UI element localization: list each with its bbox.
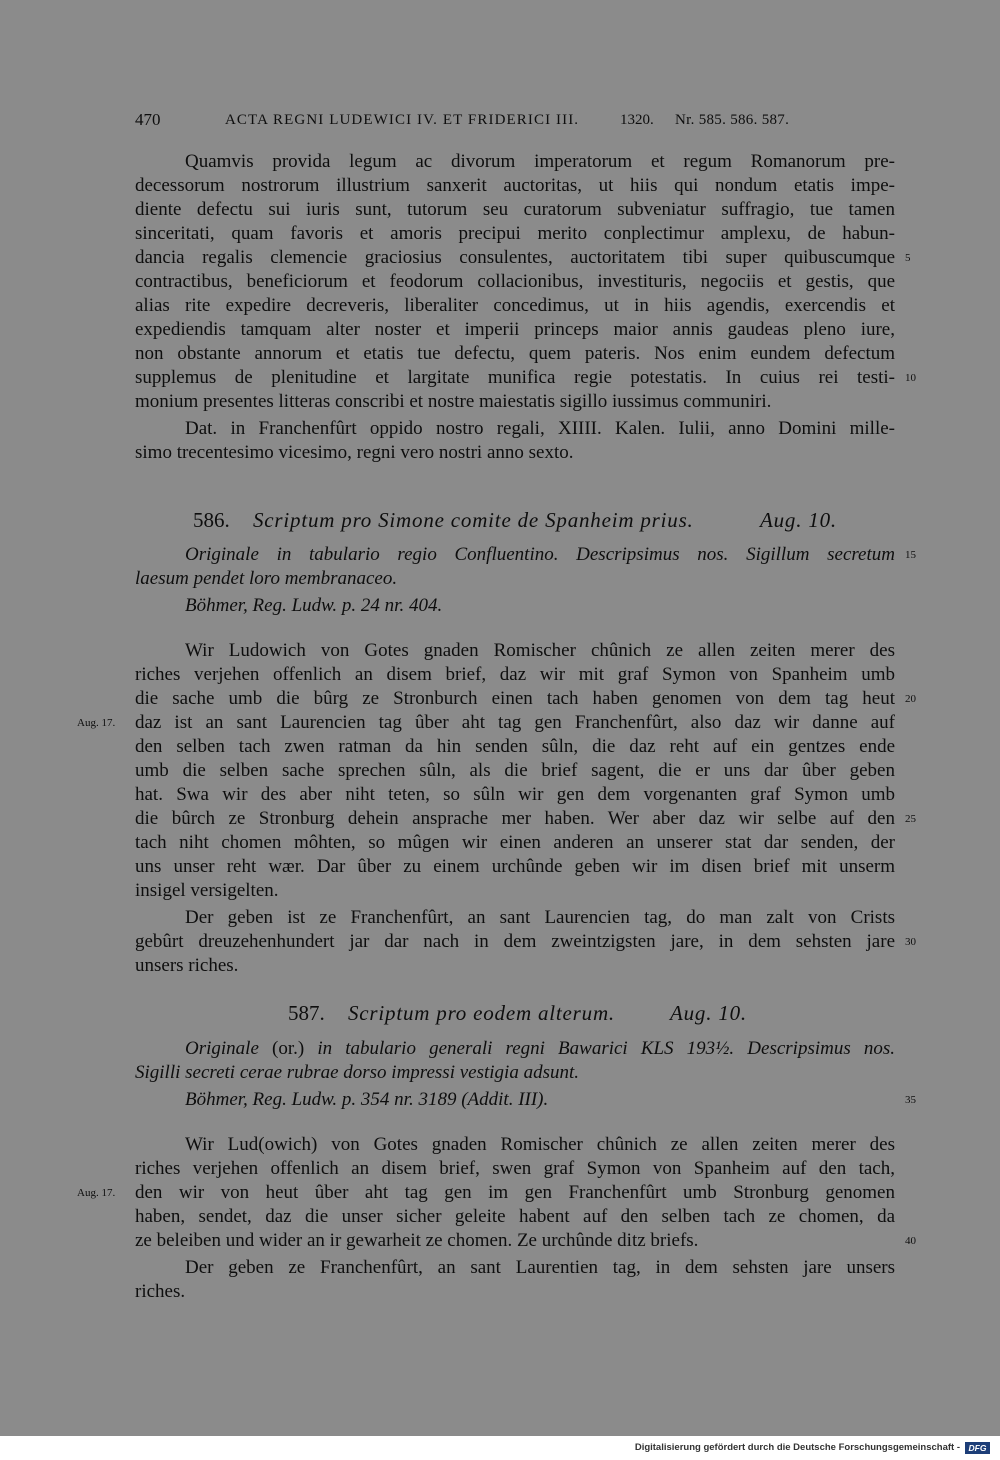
text-line	[135, 1157, 895, 1181]
line-text: dancia regalis clemencie graciosius consulentes, auctoritatem tibi super quibuscumque	[135, 247, 895, 268]
document-585-text	[135, 150, 916, 465]
running-title: ACTA REGNI LUDEWICI IV. ET FRIDERICI III.	[225, 112, 580, 128]
line-text: haben, sendet, daz die unser sicher geleite habent auf den selben tach ze chomen, da	[135, 1206, 895, 1227]
line-number: 25	[905, 813, 916, 825]
paragraph	[135, 1037, 895, 1085]
text-line	[135, 954, 895, 978]
document-587-text	[77, 1133, 916, 1304]
text-line	[135, 1229, 916, 1253]
text-line	[135, 1061, 895, 1085]
paragraph	[135, 906, 916, 978]
text-line	[135, 246, 911, 270]
text-line	[135, 759, 895, 783]
line-text: die sache umb die bûrg ze Stronburch einen tach haben genomen von dem tag heut	[135, 688, 895, 709]
text-line	[135, 1205, 895, 1229]
document-586-heading	[0, 505, 1000, 535]
document-date: Aug. 10.	[670, 1001, 747, 1025]
line-text: laesum pendet loro membranaceo.	[135, 568, 398, 589]
text-line	[77, 1181, 895, 1205]
line-text: Böhmer, Reg. Ludw. p. 354 nr. 3189 (Addit. III).	[185, 1089, 549, 1110]
funding-credit: Digitalisierung gefördert durch die Deutsche Forschungsgemeinschaft -	[634, 1442, 960, 1453]
line-number: 35	[905, 1094, 916, 1106]
line-text: den selben tach zwen ratman da hin senden sûln, die daz reht auf ein gentzes ende	[135, 736, 895, 757]
paragraph	[77, 1133, 916, 1253]
text-line	[135, 735, 895, 759]
line-text: expediendis tamquam alter noster et imperii princeps maior annis gaudeas pleno iure,	[135, 319, 895, 340]
line-text: Wir Lud(owich) von Gotes gnaden Romischer chûnich ze allen zeiten merer des	[185, 1134, 895, 1155]
line-text: riches verjehen offenlich an disem brief, daz wir mit graf Symon von Spanheim umb	[135, 664, 895, 685]
line-text-segment: Originale	[185, 1038, 259, 1059]
document-title: Scriptum pro Simone comite de Spanheim prius.	[253, 508, 694, 532]
document-587-source-notes	[135, 1037, 916, 1112]
paragraph	[135, 417, 895, 465]
line-text: sinceritati, quam favoris et amoris precipui merito conplectimur amplexu, de habun-	[135, 223, 895, 244]
text-line	[135, 663, 895, 687]
text-line	[135, 270, 895, 294]
line-text: die bûrch ze Stronburg dehein ansprache mer haben. Wer aber daz wir selbe auf den	[135, 808, 895, 829]
paragraph	[135, 150, 916, 414]
digitization-footer	[0, 1436, 1000, 1460]
running-head	[0, 108, 1000, 132]
line-text: Böhmer, Reg. Ludw. p. 24 nr. 404.	[185, 595, 443, 616]
document-number: 586.	[193, 508, 230, 532]
line-text: decessorum nostrorum illustrium sanxerit auctoritas, ut hiis qui nondum etatis impe-	[135, 175, 895, 196]
running-year: 1320.	[620, 112, 654, 128]
text-line	[135, 294, 895, 318]
paragraph	[135, 594, 895, 618]
text-line	[135, 807, 916, 831]
text-line	[135, 783, 895, 807]
paragraph	[77, 639, 916, 903]
text-line	[135, 639, 895, 663]
document-number: 587.	[288, 1001, 325, 1025]
line-text: insigel versigelten.	[135, 880, 279, 901]
running-document-numbers: Nr. 585. 586. 587.	[675, 112, 790, 128]
text-line	[135, 222, 895, 246]
text-line	[135, 567, 895, 591]
text-line	[135, 594, 895, 618]
text-line	[135, 150, 895, 174]
text-line	[135, 441, 895, 465]
margin-date-note: Aug. 17.	[77, 1187, 116, 1199]
line-text: Dat. in Franchenfûrt oppido nostro regali, XIIII. Kalen. Iulii, anno Domini mille-	[185, 418, 895, 439]
document-586-source-notes	[135, 543, 916, 618]
text-line	[135, 366, 916, 390]
line-number: 15	[905, 549, 916, 561]
line-text: riches verjehen offenlich an disem brief, swen graf Symon von Spanheim auf den tach,	[135, 1158, 895, 1179]
line-text: uns unser reht wær. Dar ûber zu einem urchûnde geben wir im disen brief mit unserm	[135, 856, 895, 877]
line-text: ze beleiben und wider an ir gewarheit ze chomen. Ze urchûnde ditz briefs.	[135, 1230, 699, 1251]
line-text: Originale in tabulario regio Confluentino. Descripsimus nos. Sigillum secretum	[185, 544, 895, 565]
line-text-segment: in tabulario generali regni Bawarici KLS 193½. Descripsimus nos.	[317, 1038, 896, 1059]
text-line	[135, 1037, 895, 1061]
dfg-logo: DFG	[965, 1442, 990, 1454]
line-text: simo trecentesimo vicesimo, regni vero nostri anno sexto.	[135, 442, 574, 463]
margin-date-note: Aug. 17.	[77, 717, 116, 729]
line-text: umb die selben sache sprechen sûln, als die brief sagent, die er uns dar ûber geben	[135, 760, 895, 781]
line-text: unsers riches.	[135, 955, 239, 976]
text-line	[77, 711, 895, 735]
line-text: Der geben ist ze Franchenfûrt, an sant Laurencien tag, do man zalt von Crists	[185, 907, 895, 928]
line-text: supplemus de plenitudine et largitate munifica regie potestatis. In cuius rei testi-	[135, 367, 895, 388]
text-line	[135, 1280, 895, 1304]
document-date: Aug. 10.	[760, 508, 837, 532]
text-line	[135, 342, 895, 366]
line-number: 5	[905, 252, 911, 264]
line-number: 30	[905, 936, 916, 948]
text-line	[135, 174, 895, 198]
page-number: 470	[135, 110, 161, 129]
text-line	[135, 855, 895, 879]
line-text: Quamvis provida legum ac divorum imperatorum et regum Romanorum pre-	[185, 151, 895, 172]
line-number: 10	[905, 372, 916, 384]
line-text: riches.	[135, 1281, 186, 1302]
line-text: Wir Ludowich von Gotes gnaden Romischer chûnich ze allen zeiten merer des	[185, 640, 895, 661]
text-line	[135, 687, 916, 711]
line-text: alias rite expedire decreveris, liberaliter concedimus, ut in hiis agendis, exercendis et	[135, 295, 895, 316]
text-line	[135, 930, 916, 954]
line-text: non obstante annorum et etatis tue defectu, quem pateris. Nos enim eundem defectum	[135, 343, 895, 364]
text-line	[135, 318, 895, 342]
text-line	[135, 1256, 895, 1280]
paragraph	[135, 543, 916, 591]
text-line	[135, 879, 895, 903]
document-587-heading	[0, 998, 1000, 1028]
line-text: gebûrt dreuzehenhundert jar dar nach in dem zweintzigsten jare, in dem sehsten jare	[135, 931, 895, 952]
text-line	[135, 906, 895, 930]
line-text: monium presentes litteras conscribi et nostre maiestatis sigillo iussimus communiri.	[135, 391, 772, 412]
text-line	[135, 390, 895, 414]
text-line	[135, 1088, 916, 1112]
text-line	[135, 417, 895, 441]
paragraph	[135, 1256, 895, 1304]
line-text: Der geben ze Franchenfûrt, an sant Laurentien tag, in dem sehsten jare unsers	[185, 1257, 895, 1278]
line-text: Sigilli secreti cerae rubrae dorso impressi vestigia adsunt.	[135, 1062, 579, 1083]
line-text: den wir von heut ûber aht tag gen im gen Franchenfûrt umb Stronburg genomen	[135, 1182, 895, 1203]
line-text: hat. Swa wir des aber niht teten, so sûln wir gen dem vorgenanten graf Symon umb	[135, 784, 895, 805]
line-text: daz ist an sant Laurencien tag ûber aht tag gen Franchenfûrt, also daz wir danne auf	[135, 712, 895, 733]
text-line	[135, 831, 895, 855]
line-text: tach niht chomen môhten, so mûgen wir einen anderen an unserer stat dar senden, der	[135, 832, 895, 853]
line-text-segment: (or.)	[272, 1038, 305, 1059]
line-number: 20	[905, 693, 916, 705]
paragraph	[135, 1088, 916, 1112]
line-text: contractibus, beneficiorum et feodorum collacionibus, investituris, negociis et gestis, que	[135, 271, 895, 292]
line-number: 40	[905, 1235, 916, 1247]
document-586-text	[77, 639, 916, 978]
text-line	[135, 1133, 895, 1157]
text-line	[135, 198, 895, 222]
document-title: Scriptum pro eodem alterum.	[348, 1001, 615, 1025]
line-text: diente defectu sui iuris sunt, tutorum seu curatorum subveniatur suffragio, tue tamen	[135, 199, 895, 220]
text-line	[135, 543, 916, 567]
